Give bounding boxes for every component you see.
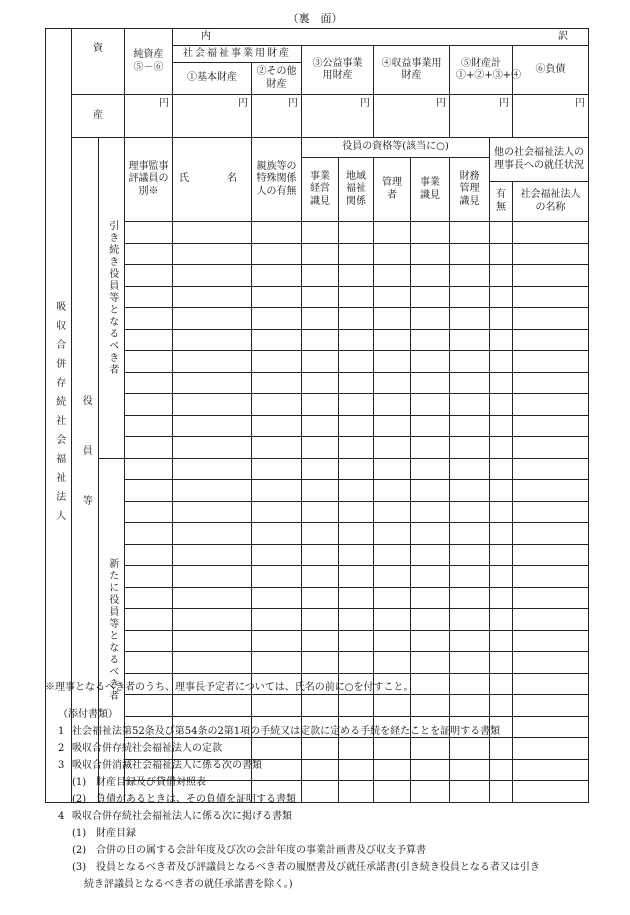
officer-cell[interactable] [302,329,339,351]
officer-row [46,480,589,502]
attachment-subitem: (1) 財産目録 [72,828,136,839]
officer-cell[interactable] [125,265,173,287]
wake-label: 訳 [374,29,589,46]
officer-cell[interactable] [125,609,173,631]
officer-cell[interactable] [302,523,339,545]
attachments-list [58,706,540,893]
officer-cell[interactable] [513,544,589,566]
officer-cell[interactable] [173,609,252,631]
officer-cell[interactable] [450,286,490,308]
officer-cell[interactable] [450,501,490,523]
officer-cell[interactable] [339,329,374,351]
officer-row [46,566,589,588]
officer-cell[interactable] [374,630,411,652]
officer-cell[interactable] [339,458,374,480]
officer-cell[interactable] [450,243,490,265]
officer-row [46,501,589,523]
officer-row [46,265,589,287]
officer-cell[interactable] [252,415,302,437]
officer-cell[interactable] [513,351,589,373]
officer-cell[interactable] [173,415,252,437]
officer-cell[interactable] [339,523,374,545]
officer-cell[interactable] [513,458,589,480]
officer-cell[interactable] [302,415,339,437]
officer-cell[interactable] [374,544,411,566]
property-total-header: ⑤財産計①+②+③+④ [450,46,513,95]
officer-cell[interactable] [125,308,173,330]
side-label: 吸収合併存続社会福祉法人 [53,301,65,530]
officer-cell[interactable] [450,587,490,609]
officer-row [46,415,589,437]
officer-cell[interactable] [302,630,339,652]
officer-cell[interactable] [302,308,339,330]
officer-cell[interactable] [252,308,302,330]
officer-cell[interactable] [173,437,252,459]
net-asset-value[interactable]: 円 [125,95,173,138]
officer-cell[interactable] [450,372,490,394]
officer-cell[interactable] [450,415,490,437]
other-corp-header: 他の社会福祉法人の理事長への就任状況 [490,138,589,182]
officer-cell[interactable] [252,437,302,459]
officer-cell[interactable] [252,351,302,373]
officer-cell[interactable] [450,544,490,566]
officer-cell[interactable] [339,372,374,394]
officer-cell[interactable] [450,437,490,459]
officer-cell[interactable] [411,523,450,545]
officer-cell[interactable] [173,566,252,588]
officer-cell[interactable] [513,587,589,609]
officer-cell[interactable] [411,544,450,566]
officer-cell[interactable] [513,437,589,459]
officer-cell[interactable] [302,501,339,523]
officer-cell[interactable] [374,222,411,244]
officer-cell[interactable] [411,265,450,287]
officer-cell[interactable] [252,652,302,674]
officer-cell[interactable] [252,394,302,416]
officer-row [46,351,589,373]
officer-cell[interactable] [513,222,589,244]
officer-cell[interactable] [173,544,252,566]
officer-row [46,437,589,459]
officer-row [46,587,589,609]
officer-cell[interactable] [490,609,513,631]
officer-cell[interactable] [173,286,252,308]
liabilities-header: ⑥負債 [513,46,589,95]
officer-row [46,243,589,265]
attachment-subitem: (2) 合併の日の属する会計年度及び次の会計年度の事業計画書及び収支予算書 [72,845,426,856]
officer-cell[interactable] [173,523,252,545]
officer-cell[interactable] [252,329,302,351]
officer-cell[interactable] [125,544,173,566]
officer-cell[interactable] [411,394,450,416]
officer-cell[interactable] [173,480,252,502]
officer-cell[interactable] [125,372,173,394]
officer-cell[interactable] [173,394,252,416]
officer-cell[interactable] [490,480,513,502]
officer-cell[interactable] [339,265,374,287]
name-header: 氏 名 [173,138,252,222]
officer-cell[interactable] [450,523,490,545]
officer-cell[interactable] [339,480,374,502]
officer-cell[interactable] [125,501,173,523]
officer-cell[interactable] [252,609,302,631]
officer-cell[interactable] [339,566,374,588]
officer-cell[interactable] [339,437,374,459]
page-title: （裏 面） [287,12,343,25]
officer-cell[interactable] [450,652,490,674]
officer-cell[interactable] [374,587,411,609]
officer-cell[interactable] [374,394,411,416]
officer-cell[interactable] [450,308,490,330]
officer-cell[interactable] [302,458,339,480]
asset-label-cell [72,29,125,95]
officer-cell[interactable] [252,222,302,244]
role-header: 理事監事評議員の別※ [125,138,173,222]
officer-cell[interactable] [374,566,411,588]
officer-cell[interactable] [339,415,374,437]
q4-header: 事業識見 [411,158,450,222]
attachment-item: 4 吸収合併存続社会福祉法人に係る次に掲げる書類 [58,811,292,822]
corp-name-header: 社会福祉法人の名称 [513,182,589,222]
officer-cell[interactable] [513,243,589,265]
officer-cell[interactable] [411,458,450,480]
officer-cell[interactable] [339,501,374,523]
officer-cell[interactable] [173,329,252,351]
officer-cell[interactable] [411,587,450,609]
officer-cell[interactable] [125,480,173,502]
officer-cell[interactable] [490,458,513,480]
officer-cell[interactable] [450,329,490,351]
officer-cell[interactable] [513,566,589,588]
officer-cell[interactable] [374,351,411,373]
officer-cell[interactable] [513,372,589,394]
asset-label-top: 資 [93,43,103,54]
officer-cell[interactable] [302,566,339,588]
officer-cell[interactable] [490,222,513,244]
officer-cell[interactable] [513,523,589,545]
officer-cell[interactable] [339,243,374,265]
officer-cell[interactable] [302,372,339,394]
officer-cell[interactable] [450,566,490,588]
profit-property-header: ④収益事業用財産 [374,46,450,95]
officer-row [46,372,589,394]
property-total-value[interactable]: 円 [450,95,513,138]
officer-cell[interactable] [125,652,173,674]
qualification-header: 役員の資格等(該当に○) [302,138,490,158]
officer-cell[interactable] [173,458,252,480]
officer-cell[interactable] [252,286,302,308]
officer-cell[interactable] [252,480,302,502]
officer-cell[interactable] [490,544,513,566]
officer-cell[interactable] [411,372,450,394]
officer-cell[interactable] [450,265,490,287]
officer-cell[interactable] [125,630,173,652]
officer-cell[interactable] [374,329,411,351]
officer-cell[interactable] [125,243,173,265]
officer-row [46,630,589,652]
officer-cell[interactable] [252,501,302,523]
continuing-label: 引き続き役員等となるべき者 [106,219,118,376]
officer-cell[interactable] [252,544,302,566]
officer-cell[interactable] [490,566,513,588]
officer-row [46,544,589,566]
yes-no-header: 有無 [490,182,513,222]
new-label: 新たに役員等となるべき者 [106,558,118,702]
continuing-label-cell [99,138,125,459]
officer-cell[interactable] [513,630,589,652]
officer-cell[interactable] [125,523,173,545]
officer-cell[interactable] [513,673,589,695]
attachment-subitem-continued: 続き評議員となるべき者の就任承諾書を除く。) [84,879,293,890]
officer-cell[interactable] [302,437,339,459]
officer-cell[interactable] [252,458,302,480]
officer-cell[interactable] [173,222,252,244]
officer-cell[interactable] [125,222,173,244]
officer-cell[interactable] [302,243,339,265]
attachment-subitem: (3) 役員となるべき者及び評議員となるべき者の履歴書及び就任承諾書(引き続き役員となる者又は引き [72,862,540,873]
officer-cell[interactable] [513,415,589,437]
officer-cell[interactable] [513,480,589,502]
public-interest-property-value[interactable]: 円 [302,95,374,138]
officer-cell[interactable] [339,630,374,652]
officer-cell[interactable] [374,501,411,523]
officer-cell[interactable] [411,630,450,652]
officer-cell[interactable] [302,587,339,609]
officer-cell[interactable] [302,265,339,287]
q2-header: 地域福祉関係 [339,158,374,222]
officer-cell[interactable] [302,480,339,502]
officer-cell[interactable] [411,566,450,588]
officer-cell[interactable] [513,329,589,351]
officer-cell[interactable] [339,286,374,308]
attachments-title: （添付書類） [58,709,118,720]
officer-cell[interactable] [513,265,589,287]
officer-cell[interactable] [411,652,450,674]
officer-cell[interactable] [411,437,450,459]
officer-cell[interactable] [339,652,374,674]
officer-cell[interactable] [339,308,374,330]
officer-cell[interactable] [490,243,513,265]
other-property-value[interactable]: 円 [252,95,302,138]
officer-cell[interactable] [513,609,589,631]
officer-cell[interactable] [411,222,450,244]
officer-cell[interactable] [339,609,374,631]
officer-cell[interactable] [252,243,302,265]
officer-cell[interactable] [513,394,589,416]
officer-cell[interactable] [490,523,513,545]
attachment-item: 2 吸収合併存続社会福祉法人の定款 [58,743,222,754]
officer-cell[interactable] [490,265,513,287]
officer-cell[interactable] [125,437,173,459]
officer-cell[interactable] [173,351,252,373]
asset-label-bottom: 産 [72,95,125,138]
officer-cell[interactable] [302,609,339,631]
officer-cell[interactable] [125,286,173,308]
officer-cell[interactable] [411,673,450,695]
officer-row [46,652,589,674]
officer-cell[interactable] [490,351,513,373]
officer-row [46,523,589,545]
officer-cell[interactable] [490,652,513,674]
officer-cell[interactable] [302,544,339,566]
officer-cell[interactable] [302,652,339,674]
attachment-subitem: (1) 財産目録及び貸借対照表 [72,777,206,788]
officer-cell[interactable] [125,394,173,416]
officer-cell[interactable] [411,501,450,523]
officer-cell[interactable] [173,308,252,330]
q1-header: 事業経営識見 [302,158,339,222]
officer-cell[interactable] [374,372,411,394]
officer-cell[interactable] [450,394,490,416]
officer-cell[interactable] [374,609,411,631]
officer-cell[interactable] [374,286,411,308]
officer-row [46,329,589,351]
officer-cell[interactable] [339,587,374,609]
net-asset-header: 純資産⑤－⑥ [125,29,173,95]
officer-cell[interactable] [411,415,450,437]
officer-cell[interactable] [450,673,490,695]
officer-cell[interactable] [490,394,513,416]
officer-cell[interactable] [411,329,450,351]
officer-cell[interactable] [252,265,302,287]
officer-cell[interactable] [374,243,411,265]
relation-header: 親族等の特殊関係人の有無 [252,138,302,222]
officer-cell[interactable] [339,544,374,566]
officer-cell[interactable] [374,480,411,502]
officer-cell[interactable] [374,308,411,330]
officer-cell[interactable] [490,501,513,523]
officer-cell[interactable] [411,286,450,308]
officer-cell[interactable] [173,372,252,394]
officer-cell[interactable] [374,415,411,437]
officer-cell[interactable] [411,308,450,330]
officer-row [46,286,589,308]
officer-cell[interactable] [374,652,411,674]
social-welfare-property-header: 社会福祉事業用財産 [173,46,302,63]
public-interest-property-header: ③公益事業用財産 [302,46,374,95]
footnote: ※理事となるべき者のうち、理事長予定者については、氏名の前に○を付すこと。 [45,682,414,693]
officer-cell[interactable] [125,587,173,609]
officers-label-cell [72,138,99,803]
officer-cell[interactable] [173,630,252,652]
officer-cell[interactable] [450,351,490,373]
officer-cell[interactable] [490,329,513,351]
officer-cell[interactable] [411,351,450,373]
officer-cell[interactable] [490,286,513,308]
officer-cell[interactable] [374,458,411,480]
officer-cell[interactable] [302,394,339,416]
basic-property-header: ①基本財産 [173,63,252,95]
officer-cell[interactable] [374,437,411,459]
attachment-subitem: (2) 負債があるときは、その負債を証明する書類 [72,794,296,805]
officer-cell[interactable] [125,351,173,373]
officer-cell[interactable] [173,243,252,265]
officer-cell[interactable] [490,372,513,394]
basic-property-value[interactable]: 円 [173,95,252,138]
officer-cell[interactable] [490,308,513,330]
officer-cell[interactable] [411,609,450,631]
other-property-header: ②その他財産 [252,63,302,95]
liabilities-value[interactable]: 円 [513,95,589,138]
officer-cell[interactable] [450,222,490,244]
officer-cell[interactable] [513,652,589,674]
officer-row [46,394,589,416]
officer-cell[interactable] [173,265,252,287]
officer-cell[interactable] [513,286,589,308]
officer-cell[interactable] [411,480,450,502]
officer-cell[interactable] [450,630,490,652]
officer-cell[interactable] [339,351,374,373]
officer-row [46,458,589,480]
officer-cell[interactable] [302,222,339,244]
officer-cell[interactable] [339,394,374,416]
officer-cell[interactable] [302,286,339,308]
officer-cell[interactable] [490,415,513,437]
officer-cell[interactable] [125,566,173,588]
officer-cell[interactable] [374,265,411,287]
officer-cell[interactable] [125,415,173,437]
officer-cell[interactable] [252,630,302,652]
officer-cell[interactable] [490,587,513,609]
officers-label: 役員等 [80,394,92,545]
officer-cell[interactable] [339,222,374,244]
attachment-item: 1 社会福祉法第52条及び第54条の2第1項の手続又は定款に定める手続を経たことを証明する書類 [58,726,501,737]
officer-cell[interactable] [125,329,173,351]
officer-cell[interactable] [252,523,302,545]
officer-cell[interactable] [302,351,339,373]
officer-cell[interactable] [490,437,513,459]
officer-row [46,308,589,330]
officer-cell[interactable] [125,458,173,480]
officer-cell[interactable] [450,480,490,502]
officer-cell[interactable] [173,652,252,674]
q5-header: 財務管理識見 [450,158,490,222]
officer-cell[interactable] [513,308,589,330]
officer-cell[interactable] [411,243,450,265]
officer-cell[interactable] [252,566,302,588]
officer-cell[interactable] [513,501,589,523]
q3-header: 管理者 [374,158,411,222]
officer-cell[interactable] [490,673,513,695]
officer-cell[interactable] [490,630,513,652]
officer-cell[interactable] [252,372,302,394]
officer-cell[interactable] [173,587,252,609]
officer-cell[interactable] [374,523,411,545]
profit-property-value[interactable]: 円 [374,95,450,138]
uchi-label: 内 [173,29,374,46]
officer-row [46,609,589,631]
attachment-item: 3 吸収合併消滅社会福祉法人に係る次の書類 [58,760,262,771]
officer-cell[interactable] [252,587,302,609]
officer-cell[interactable] [450,609,490,631]
officer-cell[interactable] [173,501,252,523]
officer-cell[interactable] [450,458,490,480]
officer-row [46,222,589,244]
